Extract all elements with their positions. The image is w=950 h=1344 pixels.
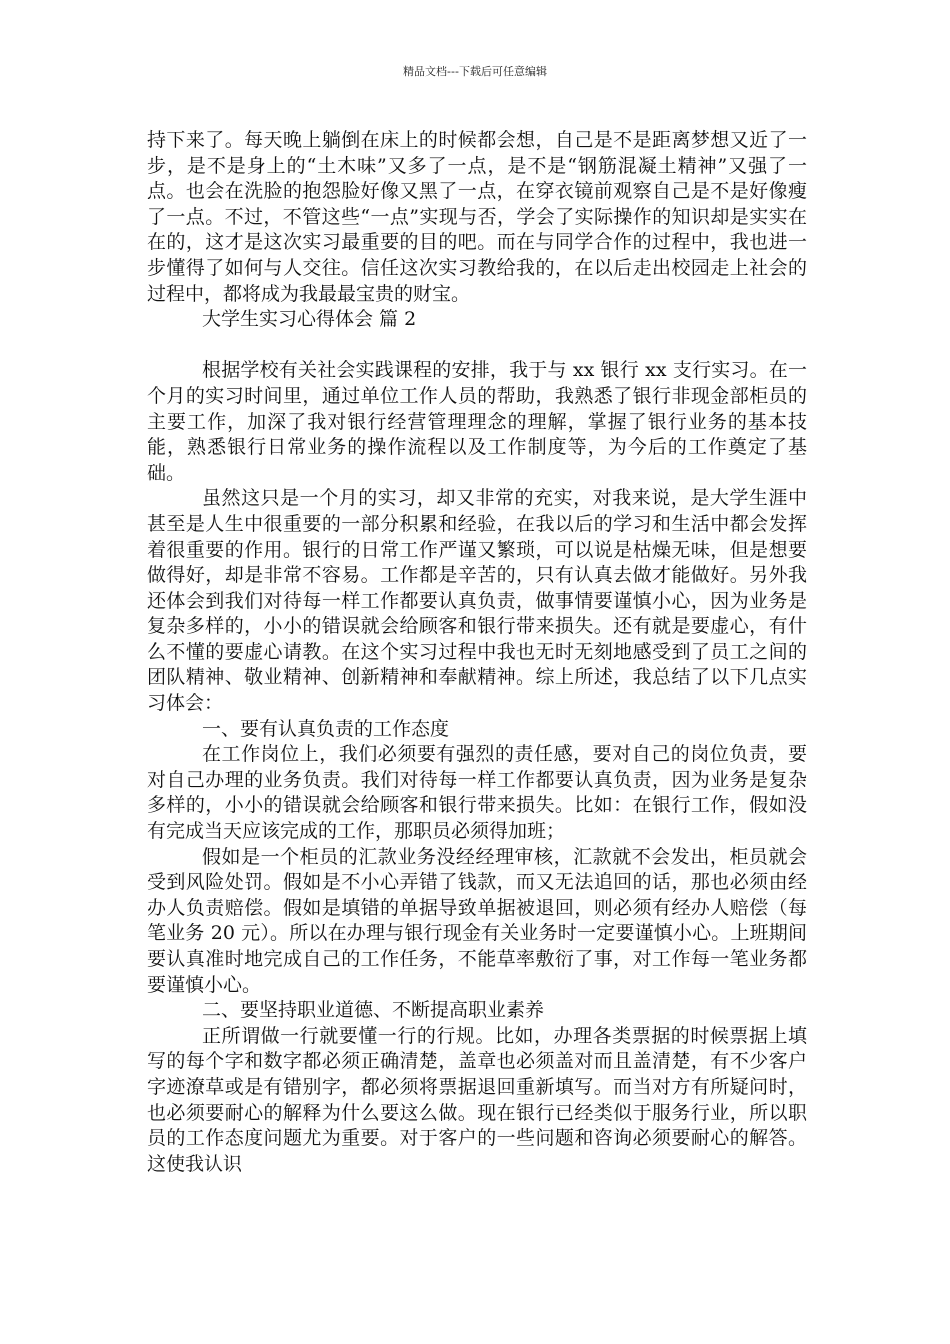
body-paragraph: 虽然这只是一个月的实习，却又非常的充实，对我来说，是大学生涯中甚至是人生中很重要的一部分积累和经验，在我以后的学习和生活中都会发挥着很重要的作用。银行的日常工作严谨又繁琐，可以说是枯燥无味，但是想要做得好，却是非常不容易。工作都是辛苦的，只有认真去做才能做好。另外我还体会到我们对待每一样工作都要认真负责，做事情要谨慎小心，因为业务是复杂多样的，小小的错误就会给顾客和银行带来损失。还有就是要虚心，有什么不懂的要虚心请教。在这个实习过程中我也无时无刻地感受到了员工之间的团队精神、敬业精神、创新精神和奉献精神。综上所述，我总结了以下几点实习体会：	[147, 487, 807, 715]
body-paragraph: 根据学校有关社会实践课程的安排，我于与 xx 银行 xx 支行实习。在一个月的实习时间里，通过单位工作人员的帮助，我熟悉了银行非现金部柜员的主要工作，加深了我对银行经营管理理念的理解，掌握了银行业务的基本技能，熟悉银行日常业务的操作流程以及工作制度等，为今后的工作奠定了基础。	[147, 359, 807, 484]
body-paragraph: 假如是一个柜员的汇款业务没经经理审核，汇款就不会发出，柜员就会受到风险处罚。假如是不小心弄错了钱款，而又无法追回的话，那也必须由经办人负责赔偿。假如是填错的单据导致单据被退回，则必须有经办人赔偿（每笔业务 20 元）。所以在办理与银行现金有关业务时一定要谨慎小心。上班期间要认真准时地完成自己的工作任务，不能草率敷衍了事，对工作每一笔业务都要谨慎小心。	[147, 845, 807, 996]
body-paragraph: 正所谓做一行就要懂一行的行规。比如，办理各类票据的时候票据上填写的每个字和数字都必须正确清楚，盖章也必须盖对而且盖清楚，有不少客户字迹潦草或是有错别字，都必须将票据退回重新填写。而当对方有所疑问时，也必须要耐心的解释为什么要这么做。现在银行已经类似于服务行业，所以职员的工作态度问题尤为重要。对于客户的一些问题和咨询必须要耐心的解答。这使我认识	[147, 1024, 807, 1175]
page-header: 精品文档---下载后可任意编辑	[403, 65, 547, 78]
blank-line	[147, 333, 807, 359]
continuation-paragraph: 持下来了。每天晚上躺倒在床上的时候都会想，自己是不是距离梦想又近了一步，是不是身上的“土木味”又多了一点，是不是“钢筋混凝土精神”又强了一点。也会在洗脸的抱怨脸好像又黑了一点，在穿衣镜前观察自己是不是好像瘦了一点。不过，不管这些“一点”实现与否，学会了实际操作的知识却是实实在在的，这才是这次实习最重要的目的吧。而在与同学合作的过程中，我也进一步懂得了如何与人交往。信任这次实习教给我的，在以后走出校园走上社会的过程中，都将成为我最最宝贵的财宝。	[147, 129, 807, 305]
document-body	[147, 128, 807, 1177]
body-paragraph: 在工作岗位上，我们必须要有强烈的责任感，要对自己的岗位负责，要对自己办理的业务负责。我们对待每一样工作都要认真负责，因为业务是复杂多样的，小小的错误就会给顾客和银行带来损失。比如：在银行工作，假如没有完成当天应该完成的工作，那职员必须得加班；	[147, 743, 807, 843]
subheading: 一、要有认真负责的工作态度	[202, 717, 450, 740]
section-title: 大学生实习心得体会 篇 2	[202, 308, 417, 331]
subheading: 二、要坚持职业道德、不断提高职业素养	[202, 999, 545, 1022]
